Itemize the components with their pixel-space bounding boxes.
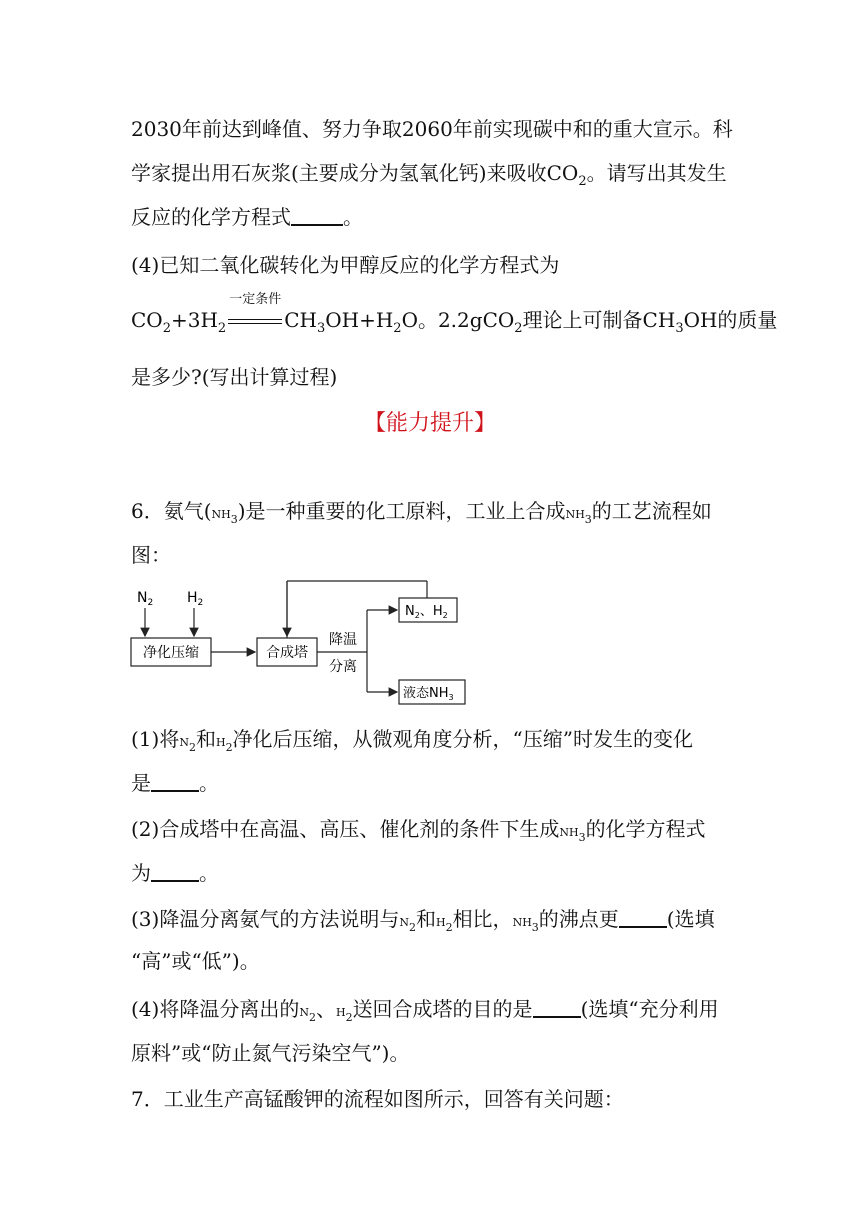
question-7: 7．工业生产高锰酸钾的流程如图所示，回答有关问题： (131, 1087, 624, 1111)
answer-blank[interactable] (291, 204, 343, 226)
question-6: 6．氨气$(NH_3)$是一种重要的化工原料，工业上合成$NH_3$的工艺流程如 (131, 499, 712, 526)
answer-blank[interactable] (151, 770, 199, 792)
sub-question-3: (3)降温分离氨气的方法说明与$N_2$和$H_2$相比，$NH_3$的沸点更 (选填 (131, 907, 715, 934)
cool-label: 降温 (329, 632, 357, 648)
text-line: 是 。 (131, 771, 219, 795)
n2-label: $N_2$ (137, 590, 154, 608)
sub-question-2: (2)合成塔中在高温、高压、催化剂的条件下生成$NH_3$的化学方程式 (131, 817, 706, 844)
chemical-equation: $CO_2+3H_2$ 一定条件 $CH_3OH+H_2O$。2.2gCO$_2$理论上可制备$CH_3OH$的质量 (131, 292, 778, 336)
answer-blank[interactable] (619, 906, 667, 928)
text-line: 2030年前达到峰值、努力争取2060年前实现碳中和的重大宣示。科 (131, 117, 733, 141)
question-4: (4)已知二氧化碳转化为甲醇反应的化学方程式为 (131, 253, 560, 277)
sub-question-4: (4)将降温分离出的$N_2$、$H_2$送回合成塔的目的是 (选填“充分利用 (131, 997, 719, 1024)
answer-blank[interactable] (151, 860, 199, 882)
text-line: 为 。 (131, 861, 219, 885)
reaction-condition: 一定条件 (226, 305, 284, 335)
box-liquid-nh3-label: 液态$NH_3$ (403, 686, 454, 702)
h2-label: $H_2$ (187, 590, 204, 608)
text-line: “高”或“低”)。 (131, 949, 260, 973)
process-flow-diagram (125, 574, 470, 716)
text-line: 反应的化学方程式 。 (131, 205, 363, 229)
box-purify-compress-label: 净化压缩 (143, 645, 199, 661)
section-heading: 【能力提升】 (363, 411, 496, 436)
text-line: 是多少?(写出计算过程) (131, 365, 338, 389)
box-n2-h2-label: $N_2$、$H_2$ (405, 604, 448, 620)
sub-question-1: (1)将$N_2$和$H_2$净化后压缩，从微观角度分析，“压缩”时发生的变化 (131, 727, 694, 754)
text-line: 图： (131, 543, 171, 567)
text-line: 学家提出用石灰浆(主要成分为氢氧化钙)来吸收$CO_2$。请写出其发生 (131, 161, 727, 189)
answer-blank[interactable] (533, 996, 581, 1018)
separate-label: 分离 (329, 659, 357, 675)
text-line: 原料”或“防止氮气污染空气”)。 (131, 1041, 410, 1065)
box-synthesis-tower-label: 合成塔 (266, 645, 308, 661)
